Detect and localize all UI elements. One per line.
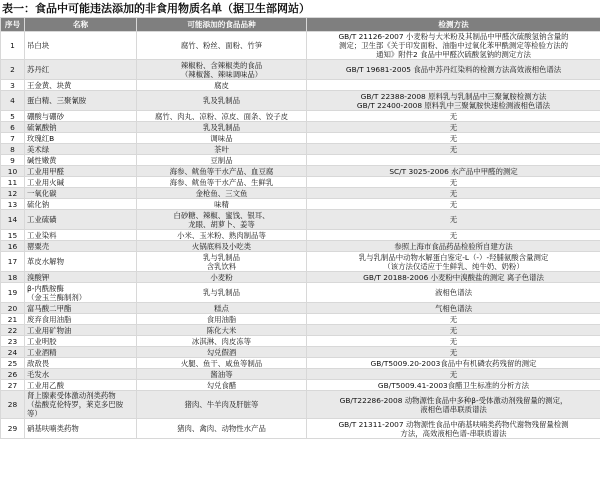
food-type-line: 冰淇淋、肉皮冻等 [191,336,252,346]
row-number: 9 [1,155,25,166]
food-type-line: 金枪鱼、三文鱼 [195,188,248,198]
table-row [1,144,600,155]
substance-name [25,252,137,272]
test-method-line: 无 [449,177,458,187]
food-type [137,210,307,230]
substance-name-line: 工业用乙酸 [27,380,64,390]
substance-name [25,314,137,325]
table-row [1,133,600,144]
row-number: 28 [1,391,25,419]
food-type-line: 食用油脂 [206,314,237,324]
food-type-line: 白砂糖、辣椒、蜜饯、银耳、 [173,210,270,220]
row-number: 7 [1,133,25,144]
food-type-line: 勾兑假酒 [206,347,237,357]
test-method [307,166,600,177]
row-number: 25 [1,358,25,369]
substance-name [25,419,137,439]
test-method [307,252,600,272]
test-method-line: GB/T22286-2008 动物源性食品中多种β-受体激动剂残留量的测定， [339,395,568,405]
table-row [1,60,600,80]
food-type [137,155,307,166]
food-type-line: 龙眼、胡萝卜、姜等 [188,219,255,229]
substance-name [25,32,137,60]
substance-name-line: 肾上腺素受体激动剂类药物 [27,391,116,400]
row-number: 29 [1,419,25,439]
substance-name [25,283,137,303]
food-type-line: 火腿、鱼干、咸鱼等制品 [180,358,263,368]
test-method [307,241,600,252]
food-type-line: 腐皮 [214,80,229,90]
test-method-line: GB/T 20188-2006 小麦粉中溴酸盐的测定 离子色谱法 [363,272,544,282]
test-method [307,314,600,325]
substance-name [25,336,137,347]
test-method [307,347,600,358]
test-method-line: 无 [449,144,458,154]
substance-name [25,380,137,391]
row-number: 19 [1,283,25,303]
header-food: 可能添加的食品品种 [137,18,307,32]
test-method [307,303,600,314]
substance-name-line: 美术绿 [27,144,50,154]
food-type [137,391,307,419]
table-row [1,210,600,230]
substance-name [25,133,137,144]
substance-name-line: 敌敌畏 [27,358,50,368]
test-method [307,111,600,122]
substance-name-line: 硫化钠 [27,199,50,209]
food-type-line: 猪肉、禽肉、动物性水产品 [177,424,266,433]
food-type [137,199,307,210]
substance-name-line: 玫瑰红B [27,133,55,143]
food-type-line: 乳及乳制品 [203,96,240,105]
substance-name-line: 富马酸二甲酯 [27,303,72,313]
food-type [137,283,307,303]
test-method-line: 无 [449,325,458,335]
test-method [307,325,600,336]
food-type [137,336,307,347]
row-number: 17 [1,252,25,272]
test-method-line: GB/T 21126-2007 小麦粉与大米粉及其制品中甲醛次硫酸氢钠含量的 [338,32,569,41]
food-type-line: 糕点 [214,303,229,313]
test-method [307,272,600,283]
food-type [137,347,307,358]
food-type [137,166,307,177]
food-type-line: 辣椒粉、含辣椒类的食品 [180,60,263,70]
substance-name [25,166,137,177]
substance-name [25,347,137,358]
food-type [137,380,307,391]
header-method: 检测方法 [307,18,600,32]
test-method [307,91,600,111]
food-type [137,272,307,283]
food-type [137,80,307,91]
food-type [137,32,307,60]
food-type-line: 腐竹、粉丝、面粉、竹笋 [180,41,263,50]
substance-name [25,188,137,199]
substance-name-line: 碱性嫩黄 [27,155,57,165]
food-type-line: 乳与乳制品 [203,252,240,262]
food-type [137,133,307,144]
test-method-line: GB/T 22400-2008 原料乳中三聚氰胺快速检测液相色谱法 [356,100,551,110]
row-number: 14 [1,210,25,230]
food-type-line: 腐竹、肉丸、凉粉、凉皮、面条、饺子皮 [154,111,289,121]
test-method [307,60,600,80]
table-row [1,283,600,303]
test-method-line: 液相色谱串联质谱法 [420,404,487,414]
table-row [1,336,600,347]
substance-name-line: β-内酰胺酶 [27,283,64,293]
row-number: 18 [1,272,25,283]
test-method-line: 无 [449,314,458,324]
row-number: 26 [1,369,25,380]
row-number: 27 [1,380,25,391]
test-method [307,369,600,380]
substance-name-line: 硫氰酸钠 [27,122,57,132]
row-number: 4 [1,91,25,111]
food-type [137,303,307,314]
substance-name [25,272,137,283]
substance-name-line: 吊白块 [27,41,50,50]
test-method-line: GB/T 21311-2007 动物源性食品中硝基呋喃类药物代谢物残留量检测 [338,419,569,429]
substance-name-line: 工业用甲醛 [27,166,64,176]
test-method-line: 液相色谱法 [435,288,472,297]
table-row [1,166,600,177]
food-type [137,314,307,325]
substance-name [25,91,137,111]
substance-name-line: 溴酸钾 [27,272,50,282]
test-method-line: 无 [449,230,458,240]
substance-name-line: 工业明胶 [27,336,57,346]
table-row [1,80,600,91]
food-type-line: 豆制品 [210,155,233,165]
row-number: 3 [1,80,25,91]
table-row [1,177,600,188]
test-method-line: GB/T5009.41-2003食醋卫生标准的分析方法 [377,380,530,390]
substance-name [25,122,137,133]
substance-name-line: 王金黄、块黄 [27,80,72,90]
food-type-line: 陈化大米 [206,325,237,335]
row-number: 2 [1,60,25,80]
test-method [307,336,600,347]
test-method [307,391,600,419]
substance-name [25,241,137,252]
table-row [1,272,600,283]
substance-name-line: 硼酸与硼砂 [27,111,64,121]
table-row [1,314,600,325]
row-number: 23 [1,336,25,347]
table-row [1,369,600,380]
row-number: 6 [1,122,25,133]
table-row [1,32,600,60]
substance-name [25,325,137,336]
food-type [137,230,307,241]
row-number: 21 [1,314,25,325]
substance-name [25,111,137,122]
food-type-line: 海参、鱿鱼等干水产品、血豆腐 [169,166,274,176]
table-row [1,111,600,122]
row-number: 15 [1,230,25,241]
substance-name [25,303,137,314]
test-method-line: SC/T 3025-2006 水产品中甲醛的测定 [389,166,518,176]
food-type [137,144,307,155]
food-type [137,177,307,188]
substance-name-line: 工业硫磺 [27,215,57,224]
row-number: 24 [1,347,25,358]
test-method [307,133,600,144]
substance-name-line: 工业用火碱 [27,177,64,187]
test-method-line: 乳与乳制品中动物水解蛋白鉴定-L（-）-羟脯氨酸含量测定 [358,252,549,262]
test-method [307,155,600,166]
food-type-line: 火锅底料及小吃类 [191,241,252,251]
food-type [137,419,307,439]
substance-name-line: 工业酒精 [27,347,57,357]
test-method-line: 无 [449,199,458,209]
row-number: 8 [1,144,25,155]
substance-name-line: 硝基呋喃类药物 [27,424,79,433]
substance-name-line: 蛋白精、三聚氰胺 [27,96,87,105]
food-type [137,241,307,252]
table-row [1,241,600,252]
substance-name [25,177,137,188]
header-name: 名称 [25,18,137,32]
row-number: 5 [1,111,25,122]
table-row [1,122,600,133]
substance-name [25,230,137,241]
substance-name [25,155,137,166]
substance-name-line: 毛发水 [27,369,50,379]
test-method-line: 通知》附件2 食品中甲醛次硫酸氢钠的测定方法 [376,50,531,59]
food-type [137,188,307,199]
food-type-line: 茶叶 [214,144,229,154]
table-row [1,252,600,272]
substance-name [25,199,137,210]
substance-name-line: （盐酸克伦特罗，莱克多巴胺等） [27,400,124,418]
test-method-line: GB/T5009.20-2003食品中有机磷农药残留的测定 [370,358,537,368]
document-title: 表一：食品中可能违法添加的非食用物质名单（据卫生部网站） [2,2,310,15]
food-type-line: 味精 [214,199,229,209]
food-type [137,60,307,80]
substance-name-line: 苏丹红 [27,65,50,74]
table-row [1,358,600,369]
table-row [1,380,600,391]
test-method-line: （该方法仅适应于生鲜乳、纯牛奶、奶粉） [383,261,524,271]
table-header-row [1,18,600,32]
header-no: 序号 [1,18,25,32]
food-type-line: 海参、鱿鱼等干水产品、生鲜乳 [169,177,274,187]
table-row [1,347,600,358]
food-type-line: 含乳饮料 [206,261,237,271]
food-type-line: 小麦粉 [210,272,233,282]
test-method [307,32,600,60]
test-method-line: 无 [449,336,458,346]
table-body [1,32,600,439]
test-method-line: 无 [449,188,458,198]
test-method-line: 无 [449,369,458,379]
test-method [307,177,600,188]
substance-name-line: 工业用矿物油 [27,325,72,335]
test-method [307,358,600,369]
substance-name [25,391,137,419]
food-type [137,91,307,111]
test-method [307,210,600,230]
table-row [1,199,600,210]
test-method-line: 无 [449,347,458,357]
table-row [1,230,600,241]
substance-name [25,369,137,380]
test-method-line: 方法，高效液相色谱-串联质谱法 [400,428,507,438]
test-method-line: 无 [449,111,458,121]
substance-name-line: 工业染料 [27,230,57,240]
test-method-line: GB/T 22388-2008 原料乳与乳制品中三聚氰胺检测方法 [360,91,547,101]
substance-name [25,210,137,230]
row-number: 22 [1,325,25,336]
table-row [1,303,600,314]
food-type-line: 乳及乳制品 [203,122,240,132]
substance-name [25,60,137,80]
food-type-line: （辣椒酱、辣味调味品） [180,69,263,79]
row-number: 12 [1,188,25,199]
food-type-line: 调味品 [210,133,233,143]
test-method [307,380,600,391]
food-type-line: 勾兑食醋 [206,380,237,390]
test-method [307,122,600,133]
food-type-line: 乳与乳制品 [203,288,240,297]
food-type-line: 猪肉、牛羊肉及肝脏等 [184,400,259,409]
table-row [1,91,600,111]
substance-name [25,80,137,91]
row-number: 20 [1,303,25,314]
food-type-line: 酱油等 [210,369,233,379]
test-method-line: GB/T 19681-2005 食品中苏丹红染料的检测方法高效液相色谱法 [345,65,562,74]
food-type [137,122,307,133]
test-method-line: 无 [449,133,458,143]
substance-name-line: 罂粟壳 [27,241,50,251]
row-number: 16 [1,241,25,252]
table-row [1,419,600,439]
test-method [307,419,600,439]
row-number: 11 [1,177,25,188]
food-type [137,252,307,272]
food-type [137,369,307,380]
substance-name-line: 革皮水解物 [27,257,64,266]
test-method-line: 无 [449,215,458,224]
test-method-line: 测定；卫生部《关于印发面粉、油脂中过氧化苯甲酰测定等检验方法的 [338,41,569,50]
row-number: 13 [1,199,25,210]
test-method [307,144,600,155]
test-method-line: 无 [449,122,458,132]
substance-name-line: 废弃食用油脂 [27,314,72,324]
substance-table [0,17,600,439]
food-type [137,111,307,122]
test-method-line: 参照上海市食品药品检验所自建方法 [394,241,513,251]
table-row [1,391,600,419]
table-row [1,155,600,166]
test-method-line: 气相色谱法 [435,303,472,313]
table-row [1,188,600,199]
substance-name [25,144,137,155]
test-method [307,283,600,303]
test-method [307,230,600,241]
food-type-line: 小米、玉米粉、熟肉制品等 [177,230,266,240]
row-number: 10 [1,166,25,177]
substance-name-line: 一氧化碳 [27,188,57,198]
test-method [307,188,600,199]
substance-name-line: （金玉兰酶制剂） [27,292,87,302]
table-row [1,325,600,336]
food-type [137,325,307,336]
substance-name [25,358,137,369]
test-method [307,199,600,210]
food-type [137,358,307,369]
test-method [307,80,600,91]
row-number: 1 [1,32,25,60]
